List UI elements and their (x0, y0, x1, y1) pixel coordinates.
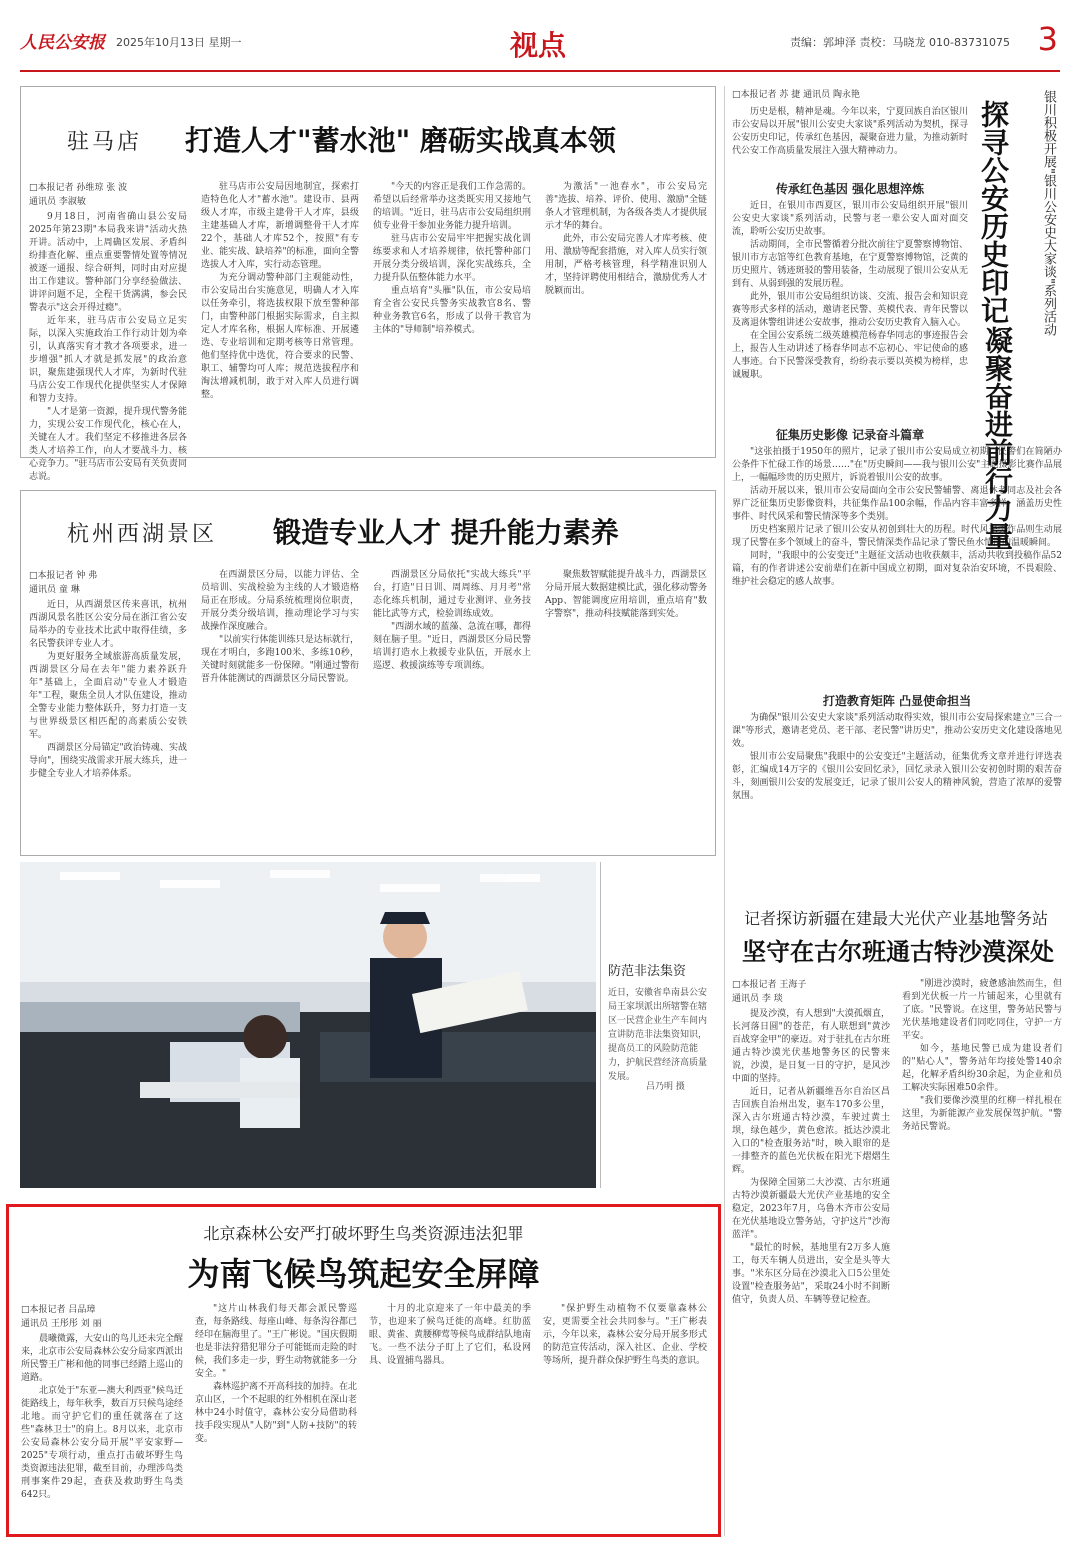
paragraph: 驻马店市公安局牢牢把握实战化训练要求和人才培养规律，依托警种部门开展分类分级培训，深化实战练兵，全力提升队伍整体能力水平。 (373, 234, 531, 283)
newspaper-logo: 人民公安报 (20, 33, 105, 53)
photo-credit: 吕乃明 摄 (646, 1082, 685, 1092)
story1-col2 (201, 181, 359, 451)
paragraph: 此外，市公安局完善人才库考核、使用、激励等配套措施，对入库人员实行领用制，严格考核管理，科学精准识别人才，坚持评聘使用相结合，激励优秀人才脱颖而出。 (545, 234, 708, 296)
article-box-zhumadian (20, 86, 716, 482)
story5-col4 (543, 1303, 707, 1529)
paragraph: 聚焦数智赋能提升战斗力，西湖景区分局开展大数据建模比武，强化移动警务App、智能调度应用培训，重点培育"数字警察"，推动科技赋能落到实处。 (545, 570, 708, 619)
story4-kicker: 记者探访新疆在建最大光伏产业基地警务站 (744, 909, 1049, 928)
masthead-rule (20, 70, 1060, 72)
paragraph: "最忙的时候，基地里有2万多人施工，每天车辆人员进出，安全是头等大事。"米东区分局在沙漠北入口5公里处设置"检查服务站"，采取24小时不间断值守，负责人员、车辆等登记检查。 (732, 1243, 890, 1305)
paragraph: "这片山林我们每天都会派民警巡查，每条路线、每座山峰、每条沟谷都已经印在脑海里了。"王广彬说。"国庆假期也是非法狩猎犯罪分子可能铤而走险的时候，我们多走一步，野生动物就能多一分安全。" (195, 1304, 358, 1379)
story1-kicker: 驻马店 (67, 130, 143, 155)
story1-col4 (545, 181, 707, 451)
story2-byline: □本报记者 钟 弗 通讯员 童 琳 (29, 571, 98, 595)
paragraph: 为充分调动警种部门主观能动性，市公安局出台实施意见，明确人才入库以任务牵引，将选拔权限下放至警种部门，由警种部门根据实际需求，自主拟定人才库名称，根据人库标准、开展遴选、专业培训和定期考核等日常管理。他们坚持优中选优，符合要求的民警、职工、辅警均可人库；规范选拔程序和淘汰增减机制，敢于对入库人员进行调整。 (201, 273, 359, 400)
paragraph: 历史档案照片记录了银川公安从初创到壮大的历程。时代风采类作品则生动展现了民警在多个领域上的奋斗，警民情深类作品记录了警民鱼水情深的温暖瞬间。 (732, 525, 1062, 548)
paragraph: 为确保"银川公安史大家谈"系列活动取得实效，银川市公安局探索建立"三合一课"等形式，邀请老党员、老干部、老民警"讲历史"，推动公安历史文化建设落地见效。 (732, 713, 1062, 749)
paragraph: 森林巡护离不开高科技的加持。在北京山区，一个不起眼的红外相机在深山老林中24小时值守，森林公安分局借助科技手段实现从"人防"到"人防+技防"的转变。 (195, 1382, 358, 1444)
article-box-xihu (20, 490, 716, 856)
story4-headline: 坚守在古尔班通古特沙漠深处 (742, 937, 1054, 966)
paragraph: "西湖水域的蓝藻、急流在哪，都得刻在脑子里。"近日，西湖景区分局民警培训打造水上救援专业队伍，开展水上巡逻、救援演练等专项训练。 (373, 622, 531, 671)
paragraph: "我们要像沙漠里的红柳一样扎根在这里，为新能源产业发展保驾护航。"警务站民警说。 (902, 1096, 1062, 1132)
story2-col4 (545, 569, 707, 849)
story2-col2 (201, 569, 359, 849)
story3-subhead-2: 征集历史影像 记录奋斗篇章 (775, 428, 925, 442)
paragraph: "人才是第一资源，提升现代警务能力，实现公安工作现代化，核心在人，关键在人才。我们坚定不移推进各层各类人才培养工作，向人才要战斗力、核心竞争力。"驻马店市公安局有关负责同志说。 (29, 407, 187, 482)
story3-lede (732, 106, 968, 170)
factory-inspection-image (20, 862, 596, 1188)
story4-byline: □本报记者 王海子 通讯员 李 琰 (732, 980, 807, 1004)
issue-date: 2025年10月13日 星期一 (116, 36, 242, 49)
story3-byline: □本报记者 苏 捷 通讯员 陶永艳 (732, 90, 860, 100)
story3-headline-b: 凝聚奋进前行力量 (981, 326, 1014, 550)
story2-col3 (373, 569, 531, 849)
paragraph: "以前实行体能训练只是达标就行，现在才明白，多跑100米、多练10秒，关键时刻就能多一份保障。"刚通过警衔晋升体能测试的西湖景区分局民警说。 (201, 635, 359, 684)
paragraph: 历史是根，精神是魂。今年以来，宁夏回族自治区银川市公安局以开展"银川公安史大家谈"系列活动为契机，探寻公安历史印记，传承红色基因，凝聚奋进力量，为推动新时代公安工作高质量发展注入强大精神动力。 (732, 107, 968, 156)
story3-section1 (732, 200, 968, 418)
story2-headline: 锻造专业人才 提升能力素养 (273, 516, 619, 549)
story5-col1 (21, 1333, 183, 1529)
story1-headline: 打造人才"蓄水池" 磨砺实战真本领 (185, 124, 616, 157)
news-photo (20, 862, 596, 1188)
story1-col1 (29, 211, 187, 482)
masthead (20, 14, 1060, 68)
paragraph: 此外，银川市公安局组织访谈、交流、报告会和知识竞赛等形式多样的活动，邀请老民警、英模代表、青年民警以及离退休警组讲述公安故事，推动公安历史教育入脑入心。 (732, 292, 968, 328)
paragraph: 驻马店市公安局因地制宜，探索打造特色化人才"蓄水池"。建设市、县两级人才库，市级主建骨干人才库，县级主建基础人才库，新增调整骨干人才库22个，基础人才库52个，按照"有专业、能实战、缺培养"的标准，面向全警选拔人才入库，实行动态管理。 (201, 182, 359, 270)
story3-section3 (732, 712, 1062, 882)
paragraph: 西湖景区分局锚定"政治铸魂、实战导向"，围绕实战需求开展大练兵，进一步健全专业人才培养体系。 (29, 743, 187, 779)
divider (600, 862, 601, 1188)
paragraph: 如今，基地民警已成为建设者们的"贴心人"，警务站年均接处警140余起，化解矛盾纠纷30余起，为企业和员工解决实际困难50余件。 (902, 1044, 1062, 1093)
paragraph: 重点培育"头雁"队伍，市公安局培育全省公安民兵警务实战教官8名、警种业务教官6名，形成了以骨干教官为主体的"导师制"培养模式。 (373, 286, 531, 335)
paragraph: "保护野生动植物不仅要靠森林公安，更需要全社会共同参与。"王广彬表示，今年以来，森林公安分局开展多形式的防范宣传活动，深入社区、企业、学校等场所，提升群众保护野生鸟类的意识。 (543, 1304, 707, 1366)
paragraph: "刚进沙漠时，疲惫感油然而生，但看到光伏板一片一片铺起来，心里就有了底。"民警说。在这里，警务站民警与光伏基地建设者们同吃同住，守护一方平安。 (902, 979, 1062, 1041)
story3-subhead-3: 打造教育矩阵 凸显使命担当 (822, 694, 972, 708)
story3-headline-a: 探寻公安历史印记 (977, 100, 1010, 324)
editor-credits: 责编：郭坤泽 责校：马晓龙 010-83731075 (790, 36, 1010, 49)
paragraph: 西湖景区分局依托"实战大练兵"平台，打造"日日训、周周练、月月考"常态化练兵机制，通过专业测评、业务技能比武等方式，检验训练成效。 (373, 570, 531, 619)
paragraph: 近年来，驻马店市公安局立足实际，以深入实施政治工作行动计划为牵引，认真落实育才教才各项要求，进一步增强"抓人才就是抓发展"的政治意识，聚焦建强现代人才库，为新时代驻马店公安工作现代化提供坚实人才保障和智力支持。 (29, 316, 187, 404)
paragraph: 在西湖景区分局，以能力评估、全员培训、实战检验为主线的人才锻造格局正在形成。分局系统梳理岗位职责，开展分类分级培训，推动理论学习与实战操作深度融合。 (201, 570, 359, 632)
paragraph: 在全国公安系统二级英雄模范杨春华同志的事迹报告会上，报告人生动讲述了杨春华同志不忘初心、牢记使命的感人事迹。台下民警深受教育，纷纷表示要以英模为榜样，忠诚履职。 (732, 331, 968, 380)
paragraph: 为保障全国第二大沙漠、古尔班通古特沙漠新疆最大光伏产业基地的安全稳定，2023年7月，乌鲁木齐市公安局在光伏基地设立警务站，守护这片"沙海蓝洋"。 (732, 1178, 890, 1240)
paragraph: 近日，在银川市西夏区，银川市公安局组织开展"银川公安史大家谈"系列活动，民警与老一辈公安人面对面交流，聆听公安历史故事。 (732, 201, 968, 237)
story1-byline: □本报记者 孙维琼 张 波 通讯员 李淑敏 (29, 183, 128, 207)
story5-col3 (369, 1303, 531, 1529)
photo-title: 防范非法集资 (608, 964, 687, 979)
story4-col1 (732, 1008, 890, 1536)
story3-subhead-1: 传承红色基因 强化思想淬炼 (775, 182, 925, 196)
paragraph: 活动开展以来，银川市公安局面向全市公安民警辅警、离退休老同志及社会各界广泛征集历史影像资料，共征集作品100余幅，作品内容丰富多样，涵盖历史性事件、时代风采和警民情深等多个类别。 (732, 486, 1062, 522)
paragraph: 银川市公安局聚焦"我眼中的公安变迁"主题活动，征集优秀文章并进行评选表彰，汇编成14万字的《银川公安回忆录》，回忆录录入银川公安初创时期的艰苦奋斗，刻画银川公安的发展变迁，记录了银川公安人的精神风貌，营造了浓厚的爱警氛围。 (732, 752, 1062, 801)
story5-headline: 为南飞候鸟筑起安全屏障 (187, 1255, 540, 1293)
paragraph: 近日，从西湖景区传来喜讯，杭州西湖风景名胜区公安分局在浙江省公安局举办的专业技术比武中取得佳绩，多名民警获评专业人才。 (29, 600, 187, 649)
highlighted-article-box (6, 1204, 721, 1537)
story4-col2 (902, 978, 1062, 1536)
story2-col1 (29, 599, 187, 849)
story5-col2 (195, 1303, 357, 1529)
paragraph: 提及沙漠，有人想到"大漠孤烟直，长河落日圆"的苍茫，有人联想到"黄沙百战穿金甲"的豪迈。对于驻扎在古尔班通古特沙漠光伏基地警务区的民警来说，沙漠，是日复一日的守护，是风沙中面的坚持。 (732, 1009, 890, 1084)
column-divider (724, 86, 725, 1536)
story3-vertical-kicker: 银川积极开展"银川公安史大家谈"系列活动 (1041, 90, 1056, 336)
story5-byline: □本报记者 吕品璋 通讯员 王彤彤 刘 丽 (21, 1305, 102, 1329)
paragraph: 同时，"我眼中的公安变迁"主题征文活动也收获颇丰，活动共收到投稿作品52篇，有的作者讲述公安前辈们在新中国成立初期，面对复杂治安环境，不畏艰险、维护社会稳定的感人故事。 (732, 551, 1062, 587)
paragraph: 活动期间，全市民警循着分批次前往宁夏警察博物馆、银川市方志馆等红色教育基地，在宁夏警察博物馆，泛黄的历史照片、锈迹斑驳的警用装备，生动展现了银川公安从无到有、从弱到强的发展历程。 (732, 240, 968, 289)
paragraph: 晨曦微露，大安山的鸟儿还未完全醒来，北京市公安局森林公安分局家西派出所民警王广彬和他的同事已经踏上巡山的道路。 (21, 1334, 184, 1383)
section-title: 视点 (510, 29, 567, 62)
paragraph: "这张拍摄于1950年的照片，记录了银川市公安局成立初期，民警们在简陋办公条件下忙碌工作的场景……"在"历史瞬间——我与银川公安"主题摄影比赛作品展上，一幅幅珍贵的历史照片，诉说着银川公安的故事。 (732, 447, 1062, 483)
paragraph: 为激活"一池春水"，市公安局完善"选拔、培养、评价、使用、激励"全链条人才管理机制，为各级各类人才提供展示才华的舞台。 (545, 182, 708, 231)
paragraph: "今天的内容正是我们工作急需的。希望以后经常举办这类既实用又接地气的培训。"近日，驻马店市公安局组织刑侦专业骨干参加业务能力提升培训。 (373, 182, 531, 231)
photo-caption: 近日，安徽省阜南县公安局王家坝派出所辖警在辖区一民营企业生产车间内宣讲防范非法集资知识，提高员工的风险防范能力，护航民营经济高质量发展。 (608, 988, 708, 1082)
story1-col3 (373, 181, 531, 451)
paragraph: 十月的北京迎来了一年中最美的季节，也迎来了候鸟迁徙的高峰。红肋蓝眼、黄雀、黄腰柳莺等候鸟成群结队地南飞。一些不法分子盯上了它们，私设网具、设置捕鸟器具。 (369, 1304, 532, 1366)
paragraph: 9月18日，河南省确山县公安局2025年第23期"本局我来讲"活动火热开讲。活动中，上周确区发展、矛盾纠纷排查化解、重点重要警情处置等情况被逐一通报、综合研判，同时由对应提出工作建议。警种部门分享经验做法、讲评问题不足，全程干货满满，参会民警表示"这会开得过瘾"。 (29, 212, 187, 313)
paragraph: 北京处于"东亚—澳大利西亚"候鸟迁徙路线上，每年秋季，数百万只候鸟途经北地。而守护它们的重任就落在了这些"森林卫士"的肩上。8月以来，北京市公安局森林公安分局开展"平安家野—2025"专项行动，重点打击破坏野生鸟类资源违法犯罪，截至目前，办理涉鸟类刑事案件29起，查获及救助野生鸟类642只。 (21, 1386, 184, 1500)
paragraph: 为更好服务全域旅游高质量发展，西湖景区分局在去年"能力素养跃升年"基础上，全面启动"专业人才锻造年"工程，聚焦全员人才队伍建设，推动全警专业能力整体跃升，努力打造一支与世界级景区相匹配的高素质公安铁军。 (29, 652, 187, 740)
story2-kicker: 杭州西湖景区 (67, 522, 218, 547)
paragraph: 近日，记者从新疆维吾尔自治区昌吉回族自治州出发，驱车170多公里，深入古尔班通古特沙漠，车驶过黄土坝，绿色越少，黄色愈浓。抵达沙漠北入口的"检查服务站"时，映入眼帘的是一排整齐的蓝色光伏板在阳光下熠熠生辉。 (732, 1087, 890, 1175)
story5-kicker: 北京森林公安严打破坏野生鸟类资源违法犯罪 (203, 1224, 524, 1243)
page-number: 3 (1037, 20, 1058, 58)
